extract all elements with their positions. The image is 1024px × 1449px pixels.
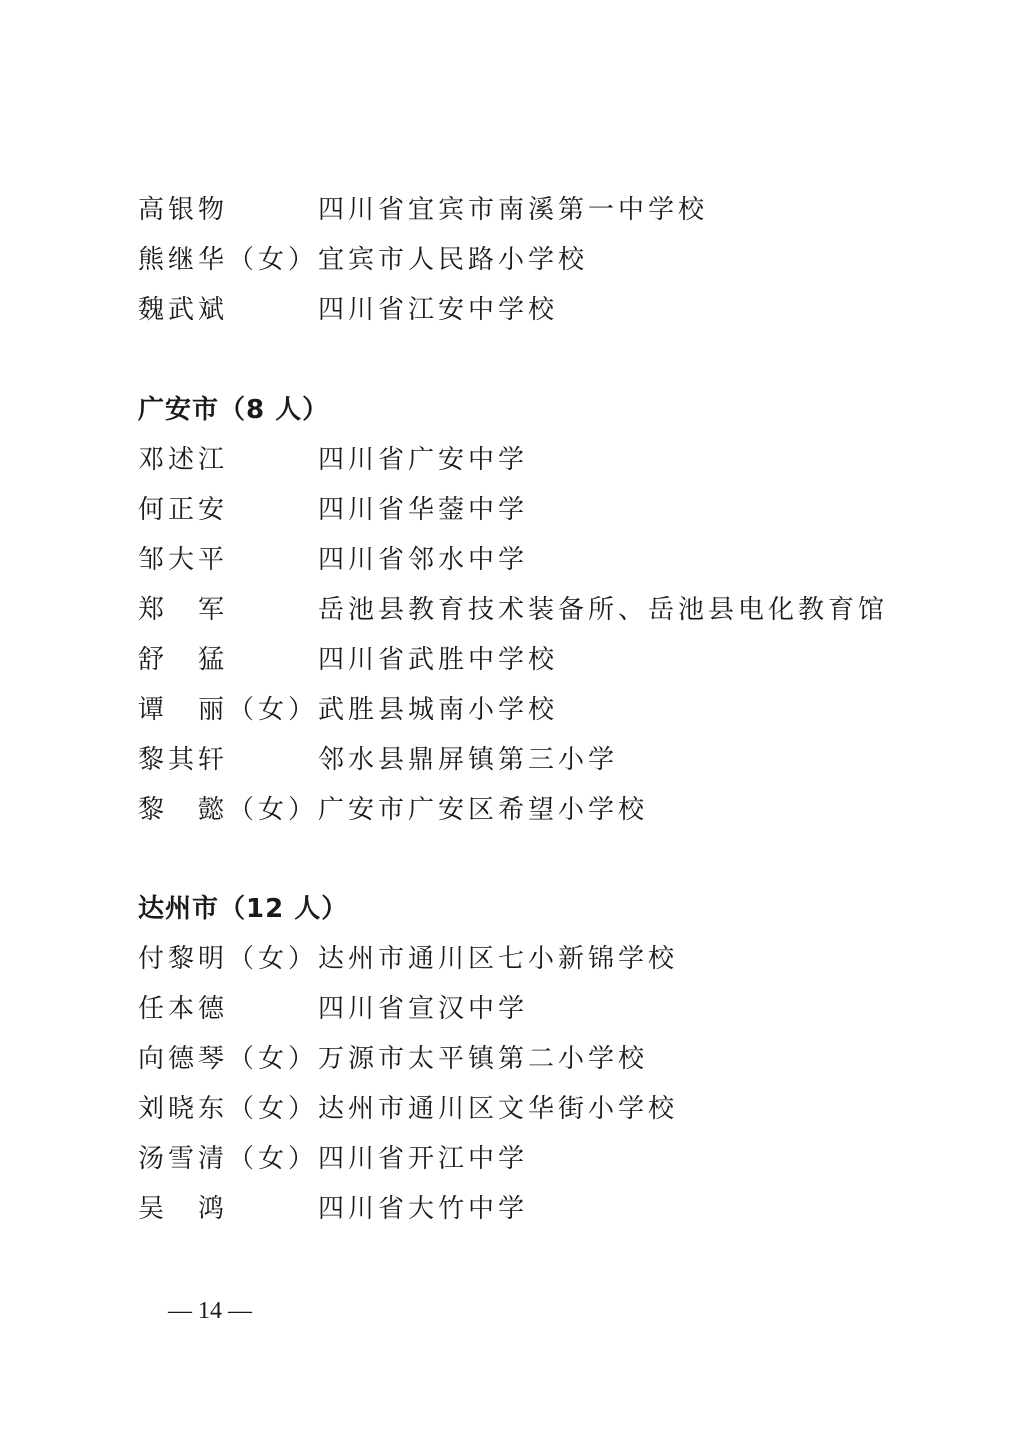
- organization: 四川省武胜中学校: [318, 645, 559, 675]
- organization: 四川省邻水中学: [318, 545, 529, 575]
- organization: 武胜县城南小学校: [318, 695, 559, 725]
- organization: 达州市通川区文华街小学校: [318, 1094, 679, 1124]
- organization: 四川省宜宾市南溪第一中学校: [318, 195, 709, 225]
- organization: 广安市广安区希望小学校: [318, 795, 649, 825]
- page-number: — 14 —: [168, 1298, 252, 1324]
- section-heading-guangan: 广安市（8 人）: [138, 395, 330, 425]
- organization: 达州市通川区七小新锦学校: [318, 944, 679, 974]
- person-name: 魏武斌: [138, 295, 229, 325]
- person-name: 黎 懿（女）: [138, 795, 319, 825]
- person-name: 熊继华（女）: [138, 245, 319, 275]
- organization: 岳池县教育技术装备所、岳池县电化教育馆: [318, 595, 889, 625]
- organization: 万源市太平镇第二小学校: [318, 1044, 649, 1074]
- organization: 四川省宣汉中学: [318, 994, 529, 1024]
- person-name: 汤雪清（女）: [138, 1144, 319, 1174]
- person-name: 邹大平: [138, 545, 229, 575]
- organization: 四川省华蓥中学: [318, 495, 529, 525]
- person-name: 付黎明（女）: [138, 944, 319, 974]
- person-name: 舒 猛: [138, 645, 229, 675]
- organization: 宜宾市人民路小学校: [318, 245, 589, 275]
- person-name: 刘晓东（女）: [138, 1094, 319, 1124]
- organization: 四川省广安中学: [318, 445, 529, 475]
- person-name: 任本德: [138, 994, 229, 1024]
- section-heading-dazhou: 达州市（12 人）: [138, 894, 349, 924]
- person-name: 黎其轩: [138, 745, 229, 775]
- organization: 四川省江安中学校: [318, 295, 559, 325]
- organization: 四川省开江中学: [318, 1144, 529, 1174]
- person-name: 何正安: [138, 495, 229, 525]
- person-name: 郑 军: [138, 595, 229, 625]
- person-name: 吴 鸿: [138, 1194, 229, 1224]
- person-name: 高银物: [138, 195, 229, 225]
- person-name: 邓述江: [138, 445, 229, 475]
- organization: 邻水县鼎屏镇第三小学: [318, 745, 619, 775]
- person-name: 谭 丽（女）: [138, 695, 319, 725]
- person-name: 向德琴（女）: [138, 1044, 319, 1074]
- organization: 四川省大竹中学: [318, 1194, 529, 1224]
